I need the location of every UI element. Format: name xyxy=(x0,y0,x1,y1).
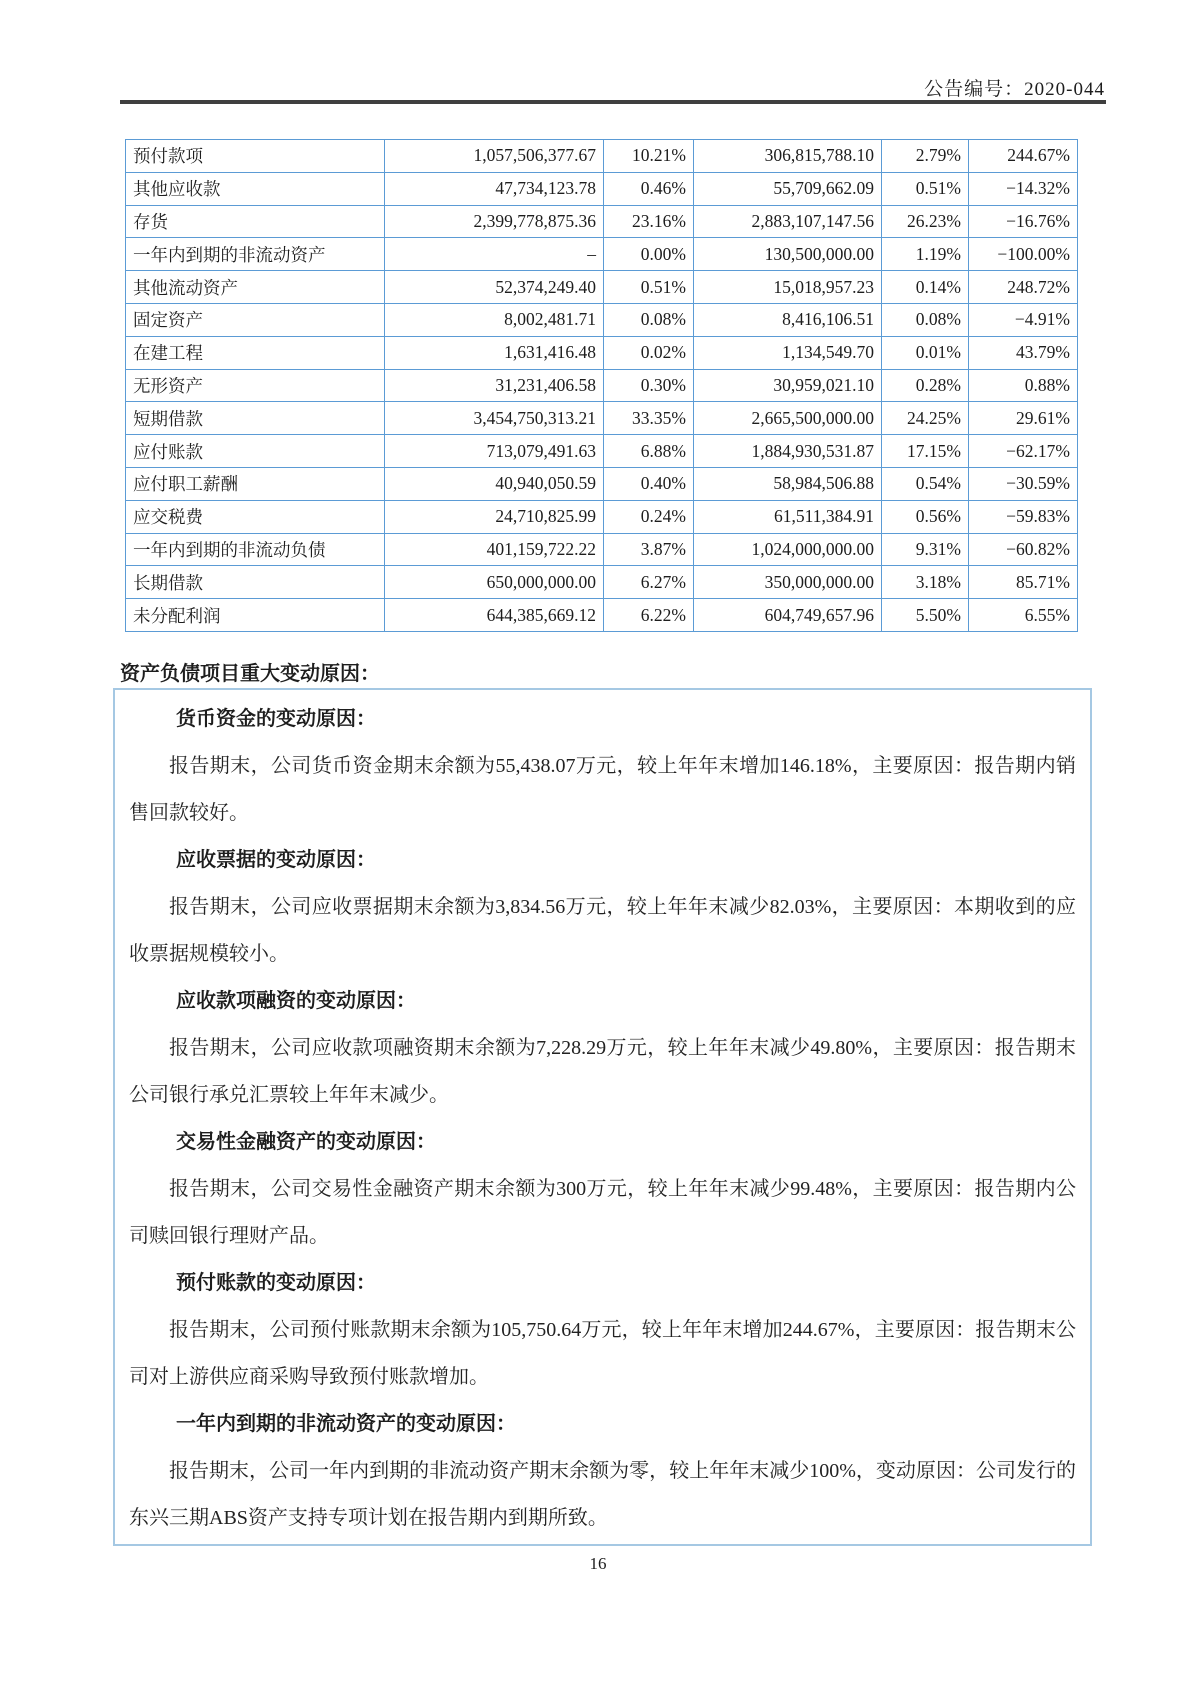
item-name-cell: 无形资产 xyxy=(126,369,385,402)
reason-heading: 应收票据的变动原因： xyxy=(176,849,376,871)
current-pct-cell: 0.40% xyxy=(604,467,694,500)
reason-paragraph: 报告期末，公司预付账款期末余额为105,750.64万元，较上年年末增加244.67%，主要原因：报告期末公司对上游供应商采购导致预付账款增加。 xyxy=(129,1319,1076,1388)
current-amount-cell: 2,399,778,875.36 xyxy=(385,205,604,238)
prior-pct-cell: 3.18% xyxy=(882,566,969,599)
prior-amount-cell: 2,665,500,000.00 xyxy=(694,402,882,435)
current-pct-cell: 33.35% xyxy=(604,402,694,435)
change-pct-cell: −100.00% xyxy=(969,238,1078,271)
current-pct-cell: 6.88% xyxy=(604,435,694,468)
prior-amount-cell: 58,984,506.88 xyxy=(694,467,882,500)
change-pct-cell: −30.59% xyxy=(969,467,1078,500)
current-pct-cell: 23.16% xyxy=(604,205,694,238)
current-amount-cell: – xyxy=(385,238,604,271)
change-pct-cell: −4.91% xyxy=(969,303,1078,336)
item-name-cell: 存货 xyxy=(126,205,385,238)
table-row xyxy=(126,402,1078,435)
table-row xyxy=(126,369,1078,402)
current-pct-cell: 0.30% xyxy=(604,369,694,402)
prior-pct-cell: 17.15% xyxy=(882,435,969,468)
current-pct-cell: 0.02% xyxy=(604,336,694,369)
current-pct-cell: 3.87% xyxy=(604,533,694,566)
current-pct-cell: 0.46% xyxy=(604,172,694,205)
prior-amount-cell: 604,749,657.96 xyxy=(694,599,882,632)
prior-amount-cell: 61,511,384.91 xyxy=(694,500,882,533)
change-pct-cell: 0.88% xyxy=(969,369,1078,402)
table-row xyxy=(126,172,1078,205)
balance-sheet-items-table xyxy=(125,139,1078,632)
prior-pct-cell: 5.50% xyxy=(882,599,969,632)
prior-pct-cell: 0.51% xyxy=(882,172,969,205)
change-pct-cell: −14.32% xyxy=(969,172,1078,205)
reason-paragraph: 报告期末，公司货币资金期末余额为55,438.07万元，较上年年末增加146.18%，主要原因：报告期内销售回款较好。 xyxy=(129,755,1076,824)
table-row xyxy=(126,566,1078,599)
item-name-cell: 预付款项 xyxy=(126,140,385,173)
table-row xyxy=(126,238,1078,271)
change-pct-cell: −60.82% xyxy=(969,533,1078,566)
item-name-cell: 固定资产 xyxy=(126,303,385,336)
table-row xyxy=(126,533,1078,566)
prior-pct-cell: 0.01% xyxy=(882,336,969,369)
current-pct-cell: 0.51% xyxy=(604,271,694,304)
prior-amount-cell: 15,018,957.23 xyxy=(694,271,882,304)
current-amount-cell: 1,057,506,377.67 xyxy=(385,140,604,173)
table-row xyxy=(126,336,1078,369)
prior-pct-cell: 0.08% xyxy=(882,303,969,336)
current-amount-cell: 8,002,481.71 xyxy=(385,303,604,336)
current-amount-cell: 47,734,123.78 xyxy=(385,172,604,205)
prior-amount-cell: 130,500,000.00 xyxy=(694,238,882,271)
item-name-cell: 短期借款 xyxy=(126,402,385,435)
current-amount-cell: 3,454,750,313.21 xyxy=(385,402,604,435)
current-amount-cell: 24,710,825.99 xyxy=(385,500,604,533)
prior-pct-cell: 26.23% xyxy=(882,205,969,238)
current-amount-cell: 401,159,722.22 xyxy=(385,533,604,566)
reason-paragraph: 报告期末，公司应收票据期末余额为3,834.56万元，较上年年末减少82.03%，主要原因：本期收到的应收票据规模较小。 xyxy=(129,896,1076,965)
prior-pct-cell: 1.19% xyxy=(882,238,969,271)
prior-amount-cell: 1,134,549.70 xyxy=(694,336,882,369)
prior-amount-cell: 30,959,021.10 xyxy=(694,369,882,402)
prior-pct-cell: 2.79% xyxy=(882,140,969,173)
current-pct-cell: 0.24% xyxy=(604,500,694,533)
prior-amount-cell: 8,416,106.51 xyxy=(694,303,882,336)
item-name-cell: 一年内到期的非流动资产 xyxy=(126,238,385,271)
header-rule xyxy=(120,100,1106,104)
prior-amount-cell: 1,884,930,531.87 xyxy=(694,435,882,468)
change-reasons-box xyxy=(113,688,1092,1546)
table-row xyxy=(126,303,1078,336)
change-pct-cell: −62.17% xyxy=(969,435,1078,468)
reason-heading: 一年内到期的非流动资产的变动原因： xyxy=(176,1413,516,1435)
change-pct-cell: −59.83% xyxy=(969,500,1078,533)
item-name-cell: 应付职工薪酬 xyxy=(126,467,385,500)
current-amount-cell: 644,385,669.12 xyxy=(385,599,604,632)
current-pct-cell: 6.22% xyxy=(604,599,694,632)
prior-amount-cell: 55,709,662.09 xyxy=(694,172,882,205)
reason-heading: 预付账款的变动原因： xyxy=(176,1272,376,1294)
reason-paragraph: 报告期末，公司应收款项融资期末余额为7,228.29万元，较上年年末减少49.80%，主要原因：报告期末公司银行承兑汇票较上年年末减少。 xyxy=(129,1037,1076,1106)
reason-paragraph: 报告期末，公司一年内到期的非流动资产期末余额为零，较上年年末减少100%，变动原因：公司发行的东兴三期ABS资产支持专项计划在报告期内到期所致。 xyxy=(129,1460,1076,1529)
item-name-cell: 其他流动资产 xyxy=(126,271,385,304)
item-name-cell: 在建工程 xyxy=(126,336,385,369)
change-pct-cell: 6.55% xyxy=(969,599,1078,632)
item-name-cell: 一年内到期的非流动负债 xyxy=(126,533,385,566)
table-row xyxy=(126,467,1078,500)
prior-amount-cell: 1,024,000,000.00 xyxy=(694,533,882,566)
current-amount-cell: 40,940,050.59 xyxy=(385,467,604,500)
current-pct-cell: 10.21% xyxy=(604,140,694,173)
table-row xyxy=(126,599,1078,632)
current-amount-cell: 1,631,416.48 xyxy=(385,336,604,369)
table-row xyxy=(126,205,1078,238)
current-amount-cell: 31,231,406.58 xyxy=(385,369,604,402)
table-row xyxy=(126,500,1078,533)
table-row xyxy=(126,140,1078,173)
prior-pct-cell: 0.56% xyxy=(882,500,969,533)
item-name-cell: 其他应收款 xyxy=(126,172,385,205)
table-body xyxy=(126,140,1078,632)
item-name-cell: 未分配利润 xyxy=(126,599,385,632)
current-pct-cell: 6.27% xyxy=(604,566,694,599)
change-pct-cell: 85.71% xyxy=(969,566,1078,599)
reason-heading: 应收款项融资的变动原因： xyxy=(176,990,416,1012)
prior-pct-cell: 0.54% xyxy=(882,467,969,500)
page-number: 16 xyxy=(589,1554,607,1573)
notice-number: 公告编号：2020-044 xyxy=(924,79,1105,100)
reason-heading: 货币资金的变动原因： xyxy=(176,708,376,730)
prior-amount-cell: 2,883,107,147.56 xyxy=(694,205,882,238)
current-amount-cell: 713,079,491.63 xyxy=(385,435,604,468)
current-amount-cell: 52,374,249.40 xyxy=(385,271,604,304)
reason-paragraph: 报告期末，公司交易性金融资产期末余额为300万元，较上年年末减少99.48%，主要原因：报告期内公司赎回银行理财产品。 xyxy=(129,1178,1076,1247)
prior-pct-cell: 0.14% xyxy=(882,271,969,304)
item-name-cell: 应付账款 xyxy=(126,435,385,468)
change-pct-cell: 244.67% xyxy=(969,140,1078,173)
prior-amount-cell: 306,815,788.10 xyxy=(694,140,882,173)
section-title: 资产负债项目重大变动原因： xyxy=(120,663,380,685)
prior-pct-cell: 0.28% xyxy=(882,369,969,402)
change-pct-cell: 29.61% xyxy=(969,402,1078,435)
change-pct-cell: 43.79% xyxy=(969,336,1078,369)
table-row xyxy=(126,435,1078,468)
item-name-cell: 长期借款 xyxy=(126,566,385,599)
current-pct-cell: 0.00% xyxy=(604,238,694,271)
current-amount-cell: 650,000,000.00 xyxy=(385,566,604,599)
change-pct-cell: −16.76% xyxy=(969,205,1078,238)
prior-pct-cell: 9.31% xyxy=(882,533,969,566)
prior-amount-cell: 350,000,000.00 xyxy=(694,566,882,599)
table-row xyxy=(126,271,1078,304)
prior-pct-cell: 24.25% xyxy=(882,402,969,435)
reason-heading: 交易性金融资产的变动原因： xyxy=(176,1131,436,1153)
item-name-cell: 应交税费 xyxy=(126,500,385,533)
change-pct-cell: 248.72% xyxy=(969,271,1078,304)
current-pct-cell: 0.08% xyxy=(604,303,694,336)
